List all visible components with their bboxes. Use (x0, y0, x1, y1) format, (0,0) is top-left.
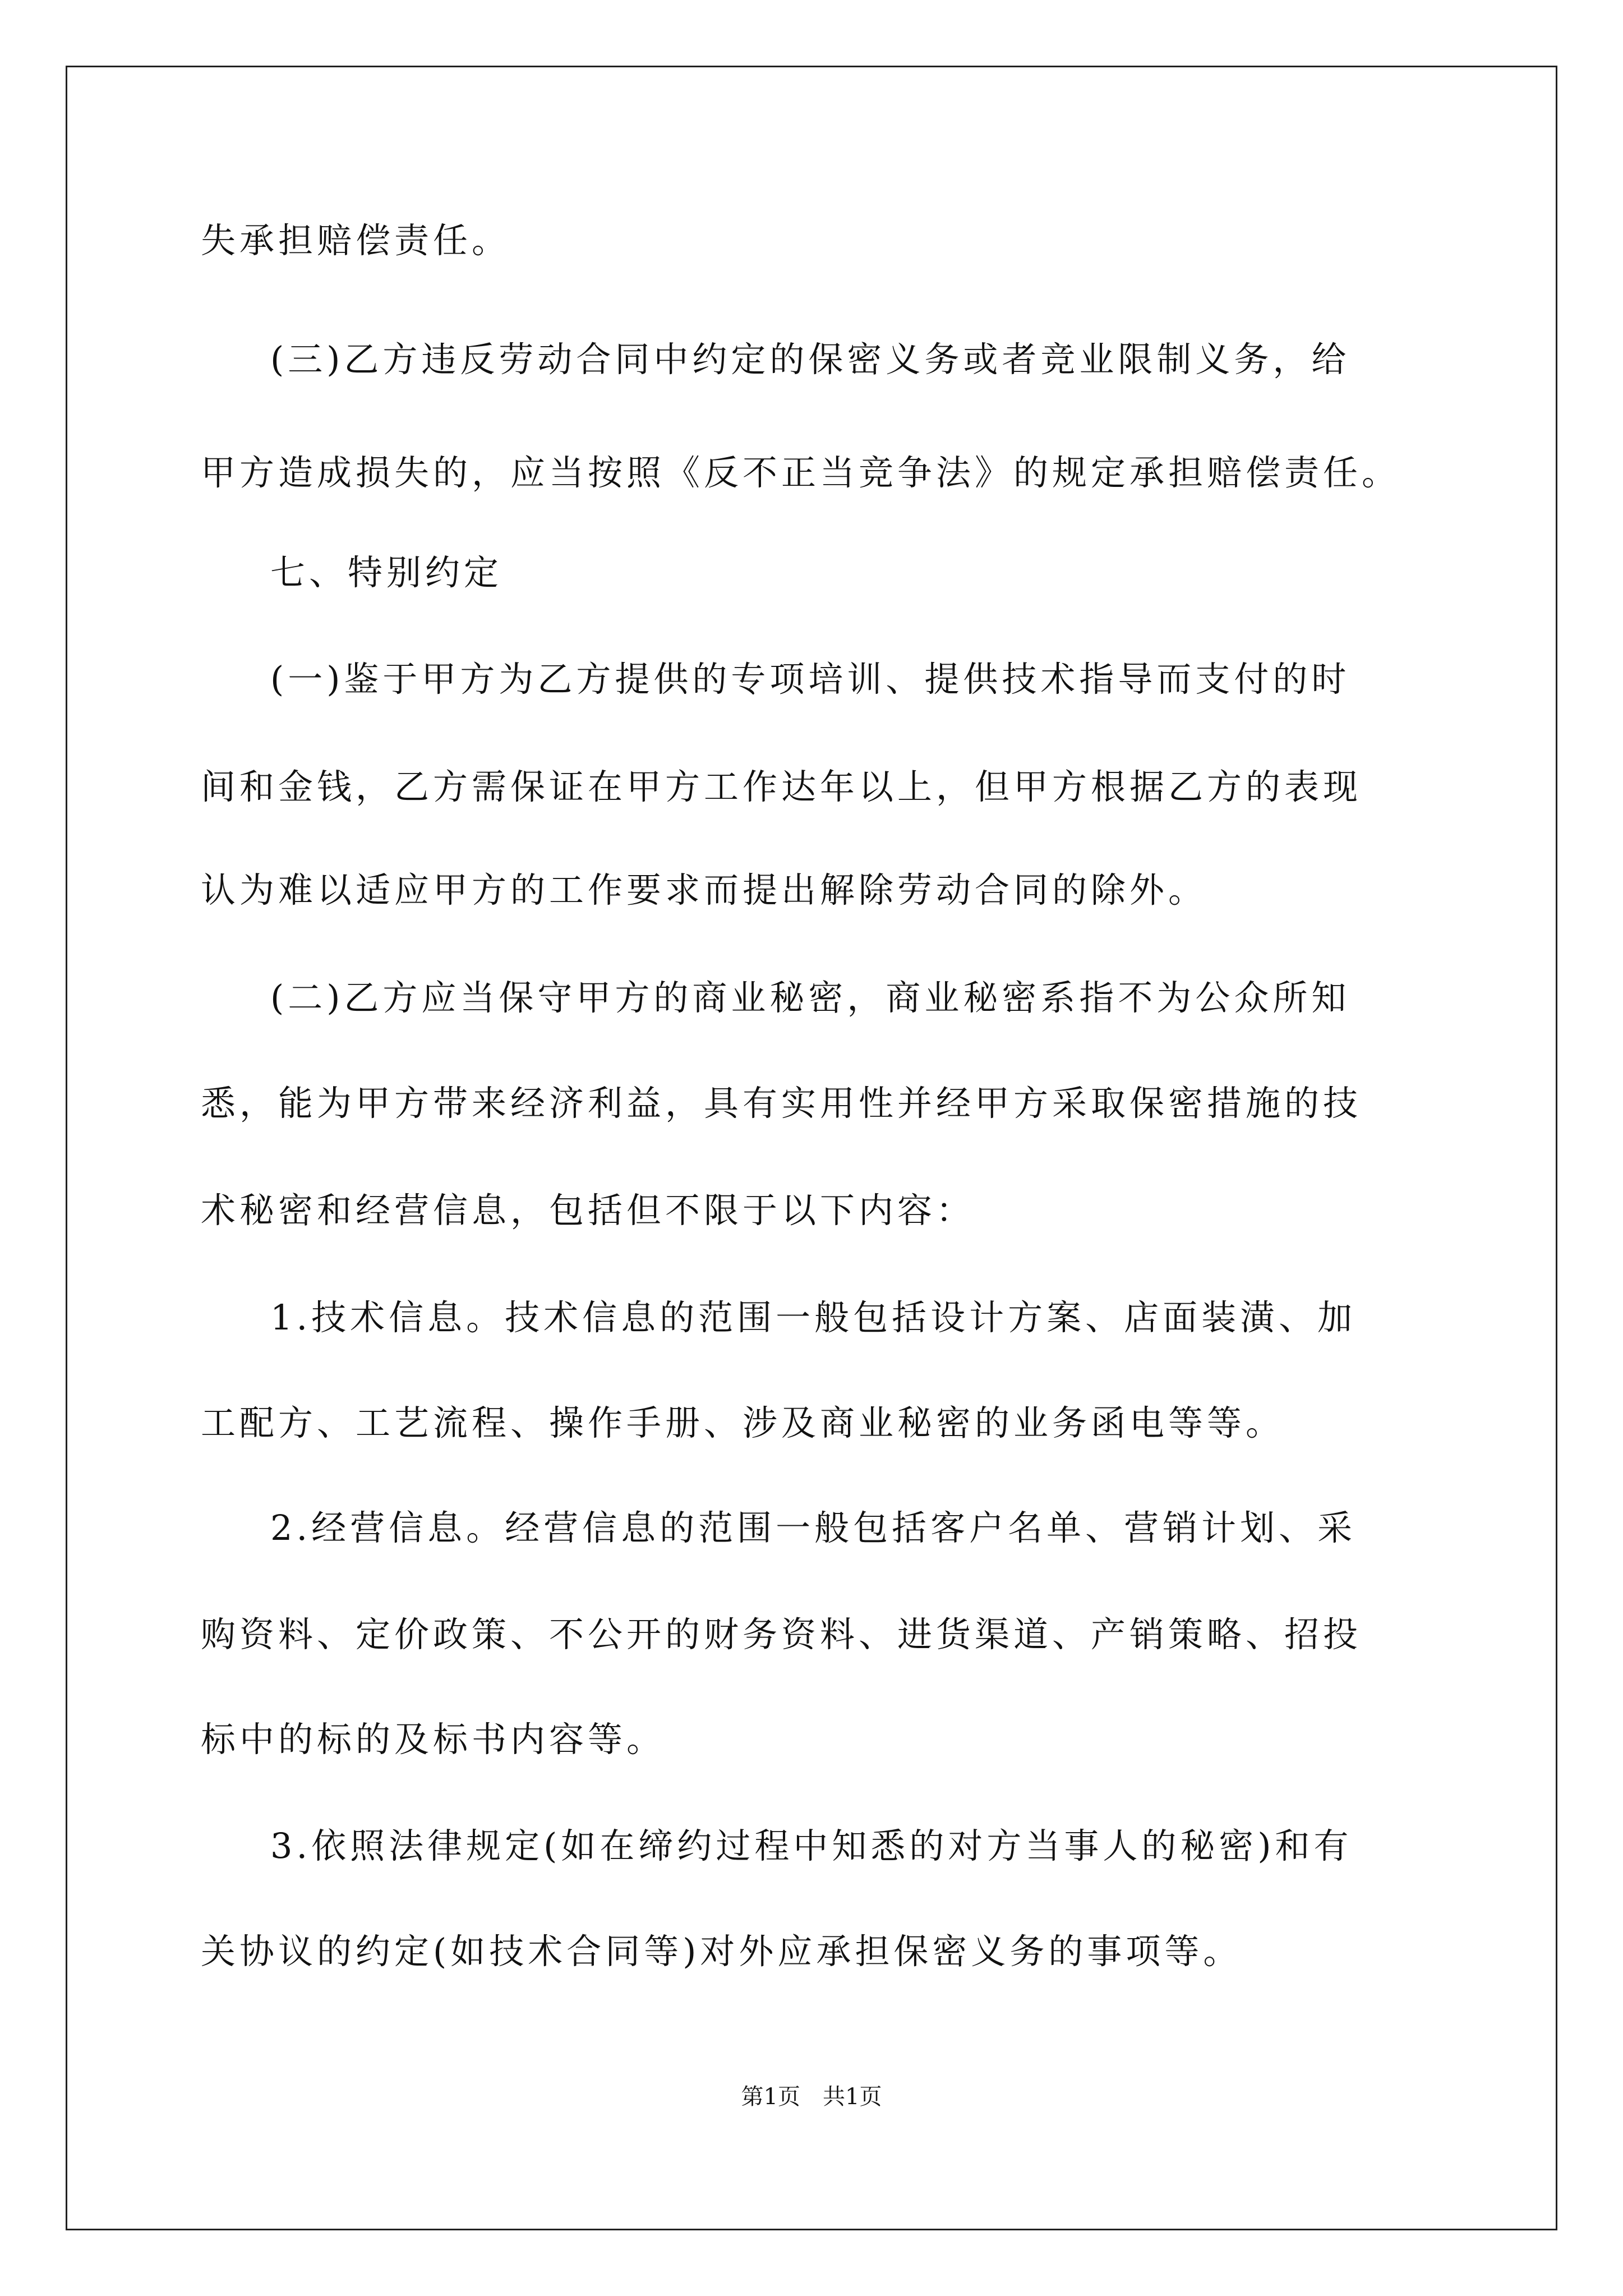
section-heading: 七、特别约定 (270, 552, 503, 593)
text-line: 失承担赔偿责任。 (201, 220, 511, 261)
text-line: (二)乙方应当保守甲方的商业秘密，商业秘密系指不为公众所知 (270, 977, 1350, 1018)
text-line: 标中的标的及标书内容等。 (201, 1719, 666, 1760)
page-footer: 第1页 共1页 (741, 2084, 882, 2110)
text-line: 工配方、工艺流程、操作手册、涉及商业秘密的业务函电等等。 (201, 1402, 1285, 1443)
text-line: 认为难以适应甲方的工作要求而提出解除劳动合同的除外。 (201, 869, 1207, 910)
text-line: 术秘密和经营信息，包括但不限于以下内容： (201, 1190, 975, 1231)
text-line: 购资料、定价政策、不公开的财务资料、进货渠道、产销策略、招投 (201, 1614, 1362, 1655)
text-line: (一)鉴于甲方为乙方提供的专项培训、提供技术指导而支付的时 (270, 659, 1350, 700)
text-line: 3.依照法律规定(如在缔约过程中知悉的对方当事人的秘密)和有 (270, 1825, 1353, 1866)
text-line: 2.经营信息。经营信息的范围一般包括客户名单、营销计划、采 (270, 1507, 1357, 1548)
text-line: 甲方造成损失的，应当按照《反不正当竞争法》的规定承担赔偿责任。 (201, 452, 1401, 493)
text-line: (三)乙方违反劳动合同中约定的保密义务或者竞业限制义务，给 (270, 339, 1350, 380)
text-line: 悉，能为甲方带来经济利益，具有实用性并经甲方采取保密措施的技 (201, 1083, 1362, 1124)
text-line: 间和金钱，乙方需保证在甲方工作达年以上，但甲方根据乙方的表现 (201, 766, 1362, 807)
text-line: 1.技术信息。技术信息的范围一般包括设计方案、店面装潢、加 (270, 1297, 1357, 1338)
text-line: 关协议的约定(如技术合同等)对外应承担保密义务的事项等。 (201, 1931, 1242, 1972)
page-border (66, 66, 1557, 2230)
